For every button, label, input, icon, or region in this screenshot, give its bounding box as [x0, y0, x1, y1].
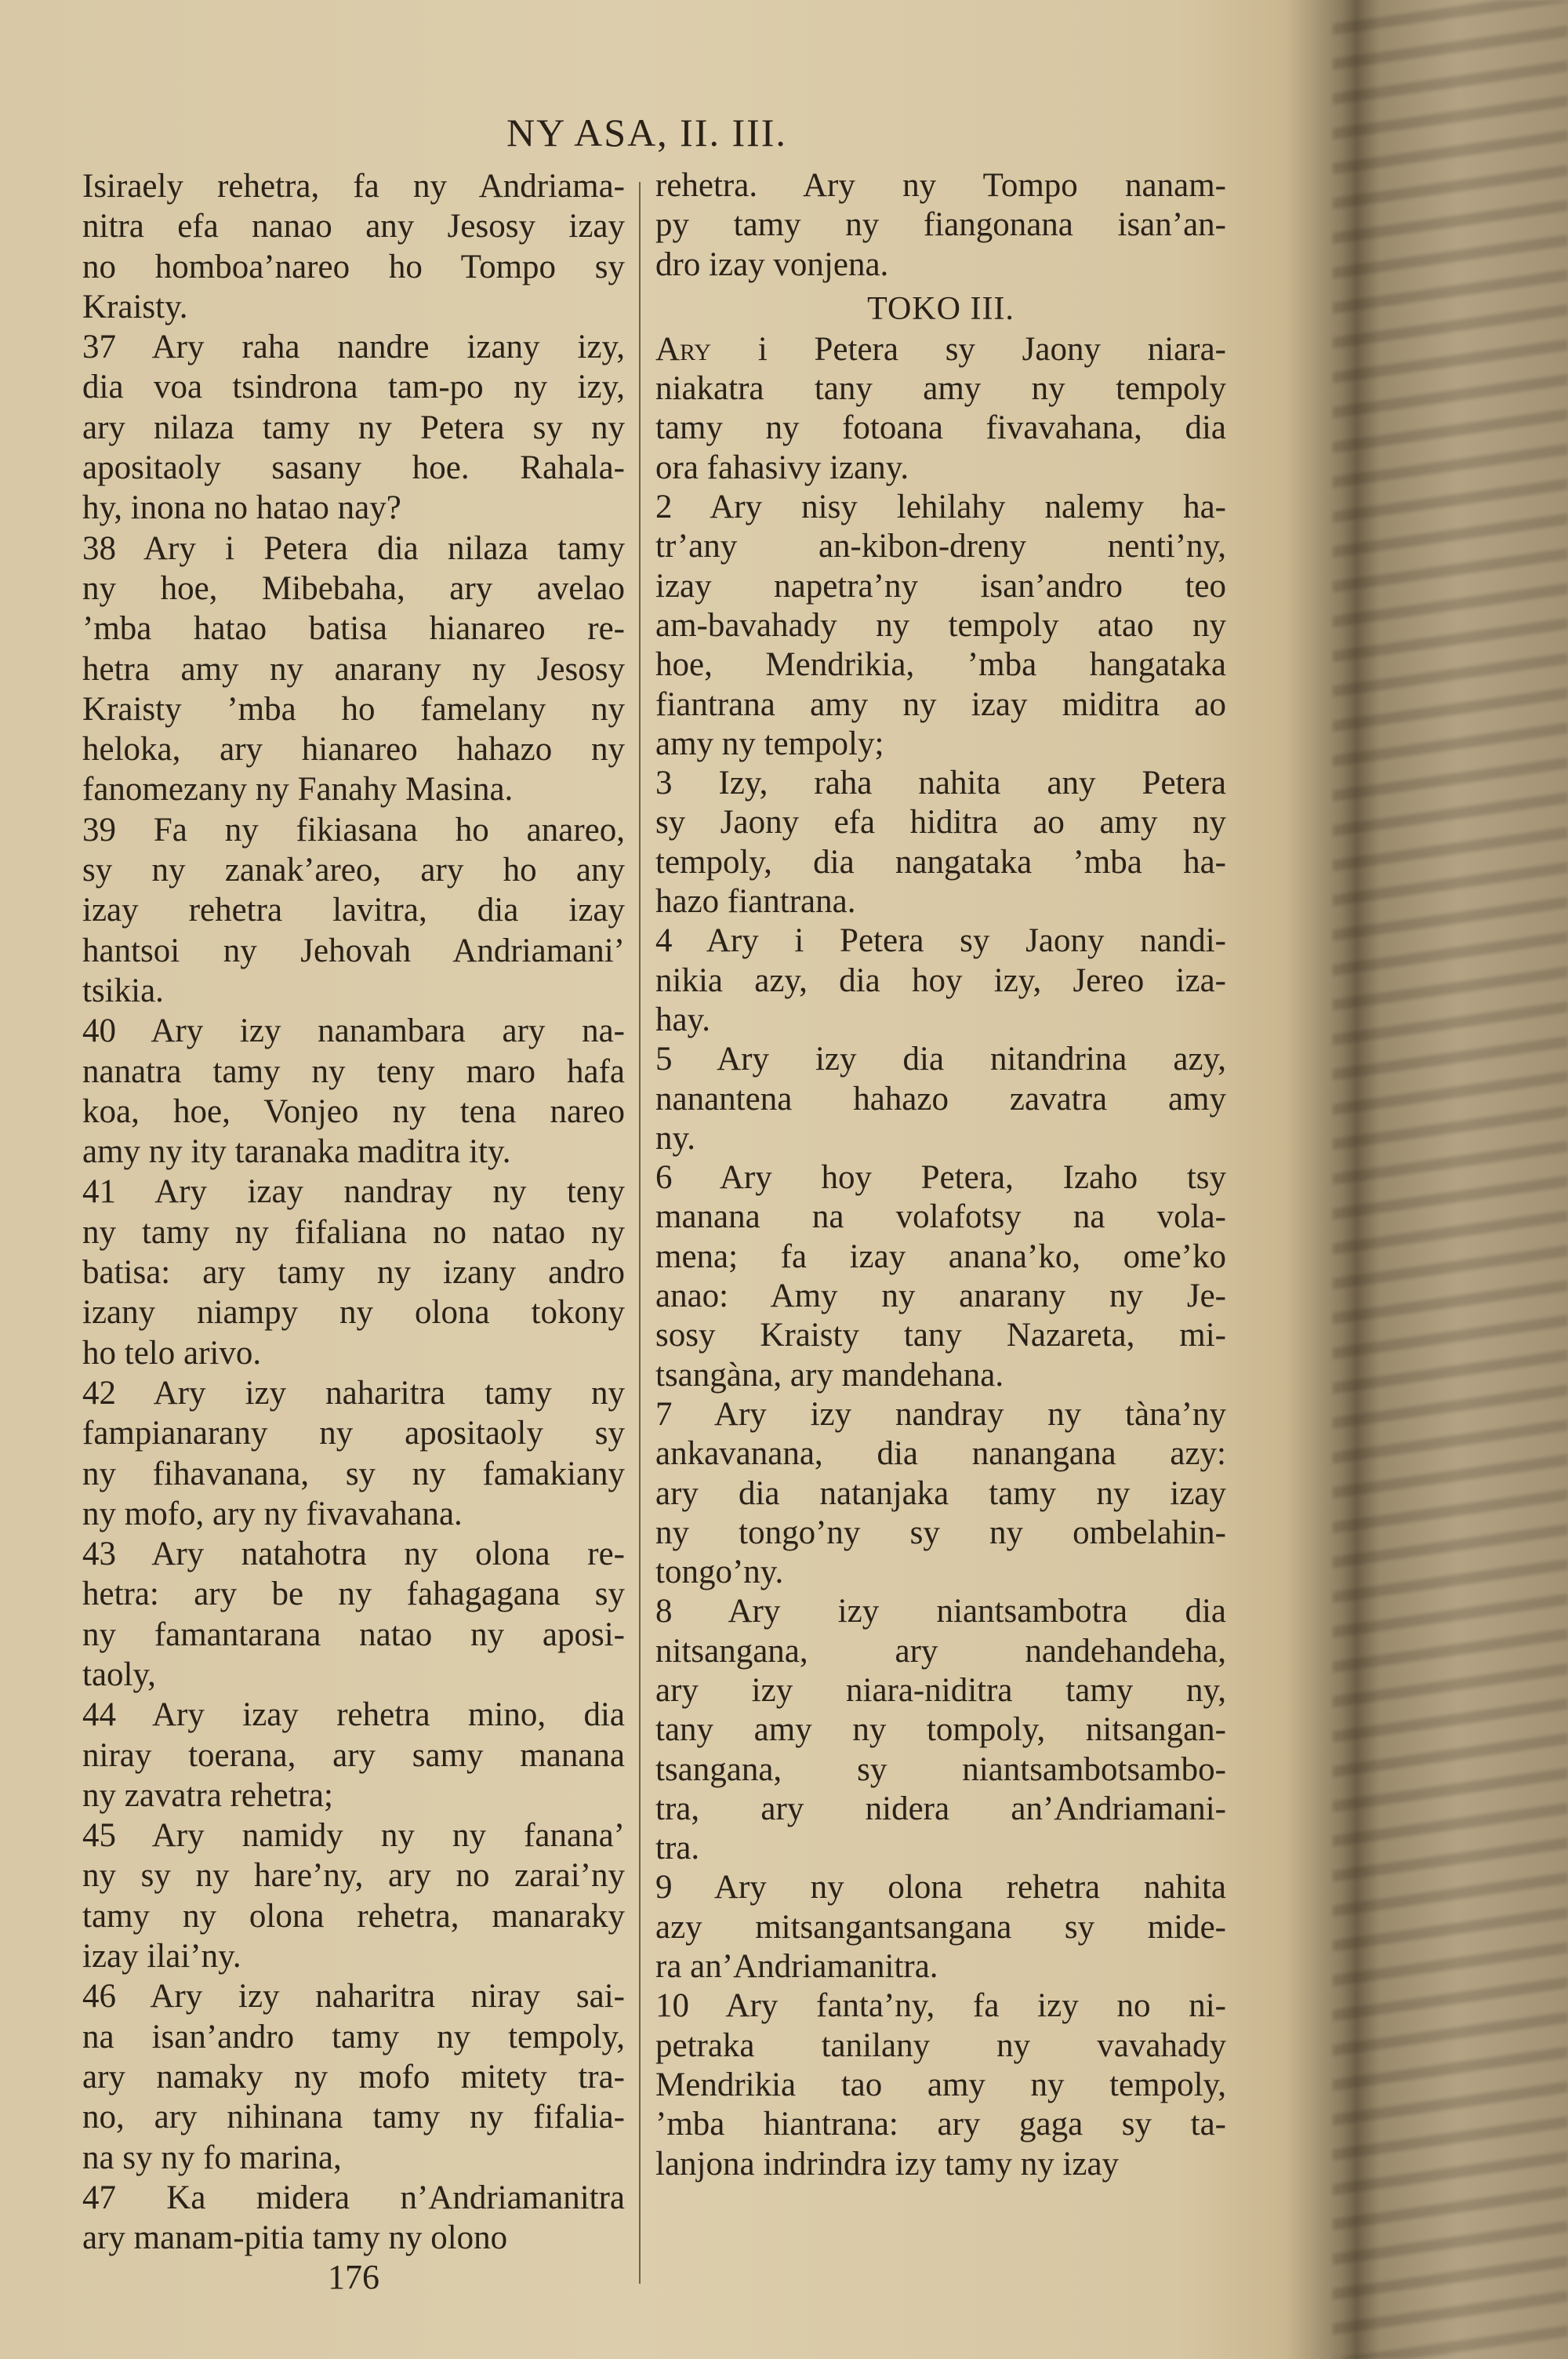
page-number: 176: [328, 2258, 379, 2296]
text-line: am-bavahady ny tempoly atao ny: [655, 606, 1226, 644]
text-line: ny famantarana natao ny aposi-: [82, 1616, 625, 1653]
text-line: ary namaky ny mofo mitety tra-: [82, 2058, 625, 2095]
text-line: niakatra tany amy ny tempoly: [655, 370, 1226, 408]
text-line: dro izay vonjena.: [655, 245, 889, 283]
text-line: 40 Ary izy nanambara ary na-: [82, 1012, 625, 1050]
text-line: Ary i Petera sy Jaony niara-: [655, 330, 1226, 368]
text-line: 43 Ary natahotra ny olona re-: [82, 1536, 625, 1573]
text-line: ora fahasivy izany.: [655, 449, 909, 486]
text-line: hay.: [655, 1001, 711, 1038]
text-line: manana na volafotsy na vola-: [655, 1198, 1226, 1236]
text-line: tany amy ny tompoly, nitsangan-: [655, 1711, 1226, 1749]
text-line: 8 Ary izy niantsambotra dia: [655, 1593, 1226, 1630]
text-line: koa, hoe, Vonjeo ny tena nareo: [82, 1092, 625, 1130]
text-line: na sy ny fo marina,: [82, 2139, 342, 2176]
text-line: tra, ary nidera an’Andriamani-: [655, 1790, 1226, 1827]
text-line: 42 Ary izy naharitra tamy ny: [82, 1374, 625, 1412]
text-line: nitra efa nanao any Jesosy izay: [82, 208, 625, 245]
text-line: hoe, Mendrikia, ’mba hangataka: [655, 646, 1226, 684]
text-line: batisa: ary tamy ny izany andro: [82, 1254, 625, 1292]
text-line: rehetra. Ary ny Tompo nanam-: [655, 167, 1226, 204]
text-line: hy, inona no hatao nay?: [82, 489, 401, 527]
text-line: fiantrana amy ny izay miditra ao: [655, 685, 1226, 723]
text-line: 37 Ary raha nandre izany izy,: [82, 329, 625, 366]
text-line: 7 Ary izy nandray ny tàna’ny: [655, 1395, 1226, 1433]
text-line: 2 Ary nisy lehilahy nalemy ha-: [655, 489, 1226, 526]
text-line: izay ilai’ny.: [82, 1938, 241, 1976]
text-line: ary izy niara-niditra tamy ny,: [655, 1671, 1226, 1709]
text-line: tamy ny olona rehetra, manaraky: [82, 1897, 625, 1935]
text-line: 5 Ary izy dia nitandrina azy,: [655, 1041, 1226, 1078]
text-line: hetra amy ny anarany ny Jesosy: [82, 650, 625, 688]
text-line: tsikia.: [82, 972, 164, 1009]
text-line: izay napetra’ny isan’andro teo: [655, 567, 1226, 605]
right-column: [655, 166, 1226, 2184]
text-line: tsangàna, ary mandehana.: [655, 1356, 1004, 1394]
text-line: fampianarany ny apositaoly sy: [82, 1415, 625, 1452]
running-header: NY ASA, II. III.: [506, 111, 787, 154]
text-line: ny hoe, Mibebaha, ary avelao: [82, 569, 625, 607]
text-line: tempoly, dia nangataka ’mba ha-: [655, 843, 1226, 881]
text-line: amy ny tempoly;: [655, 725, 884, 762]
facing-page-edge: [1333, 0, 1568, 2359]
text-line: ny mofo, ary ny fivavahana.: [82, 1495, 463, 1532]
text-line: heloka, ary hianareo hahazo ny: [82, 731, 625, 769]
text-line: ary manam-pitia tamy ny olono: [82, 2219, 508, 2257]
left-column: [82, 166, 625, 2258]
text-line: tamy ny fotoana fivavahana, dia: [655, 409, 1226, 447]
text-line: 9 Ary ny olona rehetra nahita: [655, 1869, 1226, 1906]
text-line: ’mba hatao batisa hianareo re-: [82, 610, 625, 648]
text-line: tra.: [655, 1830, 700, 1867]
text-line: sy ny zanak’areo, ary ho any: [82, 852, 625, 889]
text-line: 4 Ary i Petera sy Jaony nandi-: [655, 922, 1226, 960]
text-line: azy mitsangantsangana sy mide-: [655, 1908, 1226, 1946]
text-line: na isan’andro tamy ny tempoly,: [82, 2018, 625, 2055]
text-line: nanatra tamy ny teny maro hafa: [82, 1052, 625, 1090]
text-line: ny tamy ny fifaliana no natao ny: [82, 1213, 625, 1251]
text-line: ra an’Andriamanitra.: [655, 1948, 938, 1986]
text-line: 44 Ary izay rehetra mino, dia: [82, 1696, 625, 1734]
text-line: mena; fa izay anana’ko, ome’ko: [655, 1238, 1226, 1275]
text-line: ny.: [655, 1119, 695, 1157]
text-line: py tamy ny fiangonana isan’an-: [655, 206, 1226, 244]
text-line: tongo’ny.: [655, 1554, 784, 1591]
text-line: fanomezany ny Fanahy Masina.: [82, 771, 514, 809]
text-line: ny zavatra rehetra;: [82, 1776, 333, 1814]
text-line: sosy Kraisty tany Nazareta, mi-: [655, 1317, 1226, 1354]
text-line: amy ny ity taranaka maditra ity.: [82, 1133, 511, 1171]
text-line: hazo fiantrana.: [655, 883, 856, 921]
text-line: anao: Amy ny anarany ny Je-: [655, 1278, 1226, 1315]
text-line: ho telo arivo.: [82, 1334, 262, 1372]
text-line: nanantena hahazo zavatra amy: [655, 1080, 1226, 1118]
text-line: 41 Ary izay nandray ny teny: [82, 1173, 625, 1211]
text-line: 6 Ary hoy Petera, Izaho tsy: [655, 1159, 1226, 1197]
text-line: hetra: ary be ny fahagagana sy: [82, 1576, 625, 1613]
text-line: apositaoly sasany hoe. Rahala-: [82, 449, 625, 487]
text-line: izay rehetra lavitra, dia izay: [82, 892, 625, 929]
text-line: 46 Ary izy naharitra niray sai-: [82, 1978, 625, 2016]
text-line: no, ary nihinana tamy ny fifalia-: [82, 2099, 625, 2136]
text-line: sy Jaony efa hiditra ao amy ny: [655, 804, 1226, 841]
text-line: 3 Izy, raha nahita any Petera: [655, 765, 1226, 802]
text-line: ny fihavanana, sy ny famakiany: [82, 1455, 625, 1492]
text-line: ny sy ny hare’ny, ary no zarai’ny: [82, 1857, 625, 1895]
text-line: ary dia natanjaka tamy ny izay: [655, 1474, 1226, 1512]
text-line: 39 Fa ny fikiasana ho anareo,: [82, 811, 625, 849]
text-line: Kraisty.: [82, 288, 188, 325]
text-line: ankavanana, dia nanangana azy:: [655, 1435, 1226, 1473]
text-line: 38 Ary i Petera dia nilaza tamy: [82, 529, 625, 567]
text-line: 45 Ary namidy ny ny fanana’: [82, 1817, 625, 1855]
text-line: tr’any an-kibon-dreny nenti’ny,: [655, 528, 1226, 565]
text-line: ary nilaza tamy ny Petera sy ny: [82, 409, 625, 446]
text-line: taoly,: [82, 1656, 156, 1693]
text-line: 47 Ka midera n’Andriamanitra: [82, 2179, 625, 2216]
text-line: ny tongo’ny sy ny ombelahin-: [655, 1514, 1226, 1551]
text-line: Mendrikia tao amy ny tempoly,: [655, 2066, 1226, 2103]
text-line: lanjona indrindra izy tamy ny izay: [655, 2145, 1120, 2183]
text-line: hantsoi ny Jehovah Andriamani’: [82, 932, 625, 969]
text-line: no homboa’nareo ho Tompo sy: [82, 248, 625, 285]
text-line: izany niampy ny olona tokony: [82, 1294, 625, 1332]
text-line: nitsangana, ary nandehandeha,: [655, 1632, 1226, 1670]
text-line: ’mba hiantrana: ary gaga sy ta-: [655, 2106, 1226, 2143]
text-line: nikia azy, dia hoy izy, Jereo iza-: [655, 961, 1226, 999]
column-divider: [639, 182, 641, 2284]
text-line: Isiraely rehetra, fa ny Andriama-: [82, 168, 625, 205]
text-line: niray toerana, ary samy manana: [82, 1736, 625, 1774]
text-line: 10 Ary fanta’ny, fa izy no ni-: [655, 1987, 1226, 2025]
text-line: dia voa tsindrona tam-po ny izy,: [82, 369, 625, 406]
text-line: Kraisty ’mba ho famelany ny: [82, 690, 625, 728]
text-line: petraka tanilany ny vavahady: [655, 2026, 1226, 2064]
text-line: tsangana, sy niantsambotsambo-: [655, 1750, 1226, 1788]
chapter-heading: TOKO III.: [867, 290, 1014, 327]
